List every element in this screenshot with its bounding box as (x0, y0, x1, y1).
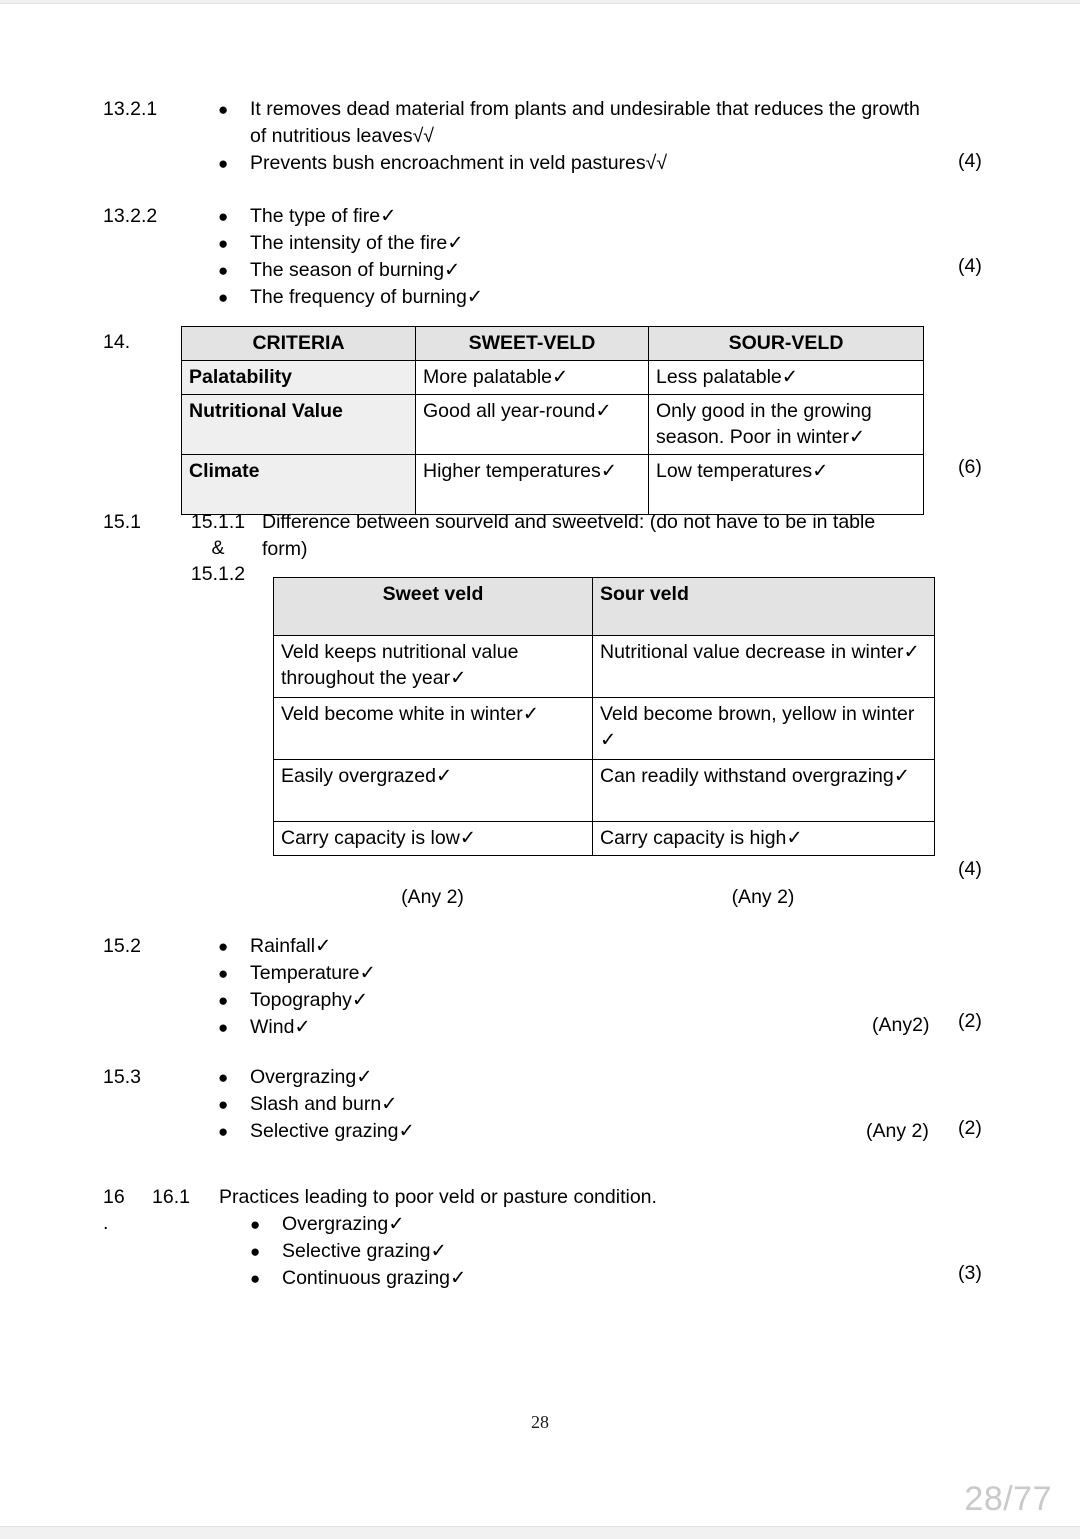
cell-sweet-veld: Veld keeps nutritional value throughout the year✓ (274, 636, 593, 698)
list-item-label: Overgrazing✓ (250, 1066, 373, 1088)
question-number-15-3: 15.3 (103, 1066, 141, 1088)
sweet-sour-veld-table (273, 577, 935, 856)
any-note-15-3: (Any 2) (866, 1120, 929, 1142)
table-row (182, 455, 924, 515)
bullet-icon: ● (218, 964, 229, 983)
list-item-label: It removes dead material from plants and undesirable that reduces the growth of nutritious leaves√√ (250, 98, 920, 147)
question-number-15-1-2: 15.1.2 (190, 563, 246, 585)
answer-list-15-3 (218, 1064, 818, 1145)
list-item (218, 230, 928, 257)
bullet-icon: ● (218, 1095, 229, 1114)
list-item (218, 150, 928, 177)
list-item (218, 1091, 818, 1118)
list-item-label: Selective grazing✓ (282, 1240, 447, 1262)
bullet-icon: ● (218, 154, 229, 173)
cell-sour-veld: Only good in the growing season. Poor in winter✓ (649, 395, 924, 455)
cell-sweet-veld: Carry capacity is low✓ (274, 822, 593, 856)
question-number-connector: & (211, 537, 225, 559)
column-header-sweet-veld: SWEET-VELD (416, 327, 649, 361)
table-row (274, 760, 935, 822)
bullet-icon: ● (250, 1242, 261, 1261)
cell-criteria: Nutritional Value (182, 395, 416, 455)
list-item-label: Wind✓ (250, 1016, 311, 1038)
bullet-icon: ● (218, 234, 229, 253)
bullet-icon: ● (218, 991, 229, 1010)
table-header-row (182, 327, 924, 361)
column-header-criteria: CRITERIA (182, 327, 416, 361)
question-number-13-2-2: 13.2.2 (103, 205, 158, 227)
answer-list-16-1 (250, 1211, 850, 1292)
table-header-row (274, 578, 935, 636)
marks-13-2-1: (4) (958, 150, 982, 172)
cell-sour-veld: Nutritional value decrease in winter✓ (593, 636, 935, 698)
marks-13-2-2: (4) (958, 255, 982, 277)
list-item-label: The intensity of the fire✓ (250, 232, 464, 254)
list-item (218, 933, 818, 960)
column-header-sour-veld: SOUR-VELD (649, 327, 924, 361)
bullet-icon: ● (218, 288, 229, 307)
any-note-15-2: (Any2) (872, 1014, 930, 1036)
cell-sweet-veld: Higher temperatures✓ (416, 455, 649, 515)
bullet-icon: ● (218, 937, 229, 956)
bullet-icon: ● (250, 1215, 261, 1234)
list-item (218, 96, 928, 150)
page-number: 28 (531, 1412, 549, 1432)
answer-list-13-2-2 (218, 203, 928, 311)
list-item-label: Slash and burn✓ (250, 1093, 398, 1115)
cell-sweet-veld: Good all year-round✓ (416, 395, 649, 455)
criteria-comparison-table (181, 326, 924, 515)
marks-15-1: (4) (958, 858, 982, 880)
viewer-page-gap-bottom (0, 1526, 1080, 1539)
question-number-14: 14. (103, 331, 131, 353)
list-item (218, 203, 928, 230)
list-item (250, 1265, 850, 1292)
table-row (274, 698, 935, 760)
bullet-icon: ● (218, 207, 229, 226)
question-number-15-2: 15.2 (103, 935, 141, 957)
marks-15-3: (2) (958, 1117, 982, 1139)
bullet-icon: ● (218, 261, 229, 280)
question-number-16-1: 16.1 (152, 1186, 190, 1208)
table-row (182, 395, 924, 455)
cell-sour-veld: Can readily withstand overgrazing✓ (593, 760, 935, 822)
cell-sweet-veld: Easily overgrazed✓ (274, 760, 593, 822)
question-number-15-1: 15.1 (103, 511, 141, 533)
cell-sweet-veld: More palatable✓ (416, 361, 649, 395)
list-item-label: The season of burning✓ (250, 259, 461, 281)
marks-14: (6) (958, 456, 982, 478)
page-indicator: 28/77 (964, 1480, 1052, 1518)
list-item-label: Continuous grazing✓ (282, 1267, 467, 1289)
table-row (274, 822, 935, 856)
question-number-16-period: . (103, 1212, 109, 1234)
table-row (182, 361, 924, 395)
question-heading-16-1: Practices leading to poor veld or pasture condition. (219, 1186, 657, 1208)
column-header-sour-veld: Sour veld (593, 578, 935, 636)
bullet-icon: ● (250, 1269, 261, 1288)
cell-sweet-veld: Veld become white in winter✓ (274, 698, 593, 760)
marks-15-2: (2) (958, 1010, 982, 1032)
bullet-icon: ● (218, 1018, 229, 1037)
answer-list-13-2-1 (218, 96, 928, 177)
cell-sour-veld: Low temperatures✓ (649, 455, 924, 515)
bullet-icon: ● (218, 1122, 229, 1141)
answer-list-15-2 (218, 933, 818, 1041)
list-item (218, 1118, 818, 1145)
document-page (0, 4, 1080, 1525)
any-note-sour-veld: (Any 2) (731, 886, 795, 908)
list-item-label: The type of fire✓ (250, 205, 397, 227)
cell-criteria: Palatability (182, 361, 416, 395)
cell-sour-veld: Veld become brown, yellow in winter ✓ (593, 698, 935, 760)
list-item-label: Rainfall✓ (250, 935, 332, 957)
list-item (218, 284, 928, 311)
list-item (218, 1014, 818, 1041)
list-item (218, 960, 818, 987)
list-item (250, 1211, 850, 1238)
list-item-label: Topography✓ (250, 989, 369, 1011)
list-item-label: Prevents bush encroachment in veld pastures√√ (250, 152, 668, 174)
bullet-icon: ● (218, 1068, 229, 1087)
question-number-16: 16 (103, 1186, 125, 1208)
table-row (274, 636, 935, 698)
question-number-13-2-1: 13.2.1 (103, 98, 158, 120)
list-item-label: The frequency of burning✓ (250, 286, 484, 308)
list-item (218, 257, 928, 284)
bullet-icon: ● (218, 100, 229, 119)
list-item (250, 1238, 850, 1265)
list-item-label: Selective grazing✓ (250, 1120, 415, 1142)
question-intro-15-1: Difference between sourveld and sweetveld: (do not have to be in table form) (262, 511, 876, 560)
question-number-15-1-1: 15.1.1 (190, 511, 246, 533)
marks-16-1: (3) (958, 1262, 982, 1284)
cell-criteria: Climate (182, 455, 416, 515)
list-item-label: Temperature✓ (250, 962, 376, 984)
any-note-sweet-veld: (Any 2) (401, 886, 464, 908)
list-item (218, 1064, 818, 1091)
column-header-sweet-veld: Sweet veld (274, 578, 593, 636)
cell-sour-veld: Carry capacity is high✓ (593, 822, 935, 856)
list-item (218, 987, 818, 1014)
cell-sour-veld: Less palatable✓ (649, 361, 924, 395)
list-item-label: Overgrazing✓ (282, 1213, 405, 1235)
